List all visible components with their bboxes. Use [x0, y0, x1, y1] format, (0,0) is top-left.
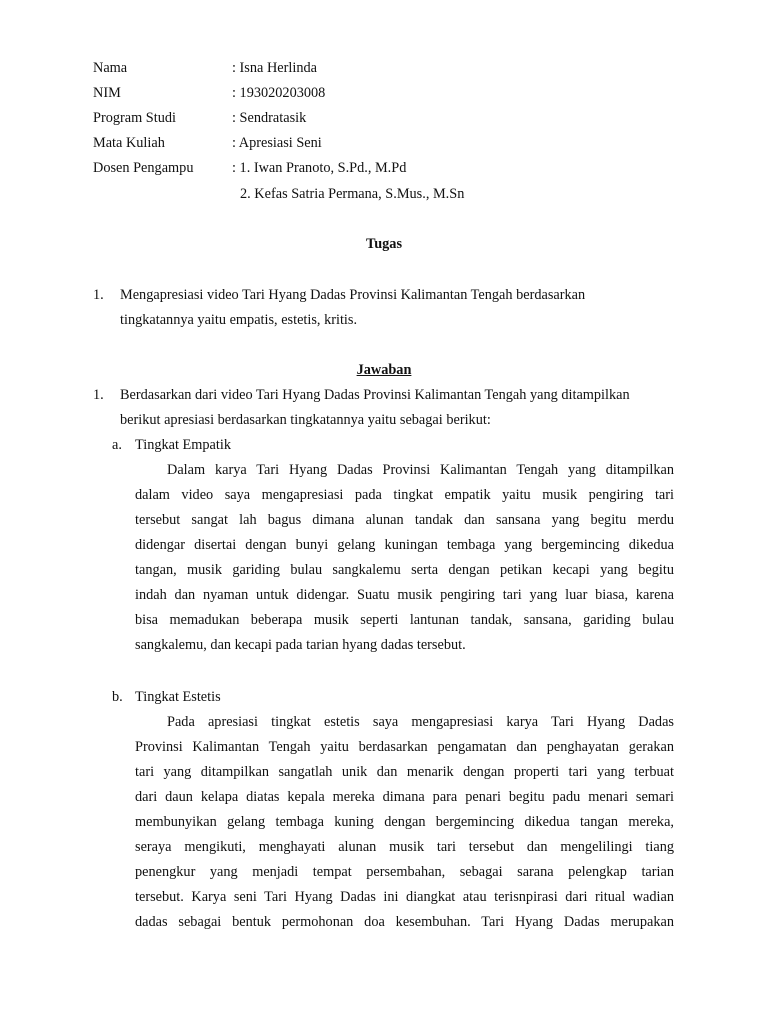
field-value-dosen-pengampu-2: 2. Kefas Satria Permana, S.Mus., M.Sn: [240, 186, 465, 202]
tugas-title: Tugas: [365, 236, 403, 252]
field-value-nama: : Isna Herlinda: [232, 60, 317, 76]
section-heading: Tingkat Estetis: [135, 689, 221, 705]
section-marker: b.: [112, 689, 123, 705]
paragraph-line: indah dan nyaman untuk didengar. Suatu musik pengiring tari yang luar biasa, karena: [135, 587, 674, 603]
jawaban-item-number: 1.: [93, 387, 104, 403]
paragraph-line: tersebut sangat lah bagus dimana alunan tandak dan sansana yang begitu merdu: [135, 512, 674, 528]
jawaban-title-wrap: [0, 362, 768, 379]
paragraph-line: dalam video saya mengapresiasi pada tingkat empatik yaitu musik pengiring tari: [135, 487, 674, 503]
paragraph-line: tari yang ditampilkan sangatlah unik dan menarik dengan properti tari yang terbuat: [135, 764, 674, 780]
paragraph-line: Dalam karya Tari Hyang Dadas Provinsi Kalimantan Tengah yang ditampilkan: [167, 462, 674, 478]
field-value-nim: : 193020203008: [232, 85, 326, 101]
jawaban-title: Jawaban: [356, 362, 412, 378]
field-label-dosen-pengampu: Dosen Pengampu: [93, 160, 194, 176]
field-label-program-studi: Program Studi: [93, 110, 177, 126]
paragraph-line: sangkalemu, dan kecapi pada tarian hyang dadas tersebut.: [135, 637, 466, 653]
tugas-item-line: Mengapresiasi video Tari Hyang Dadas Provinsi Kalimantan Tengah berdasarkan: [120, 287, 586, 303]
paragraph-line: bisa memadukan beberapa musik seperti lantunan tandak, sansana, gariding bulau: [135, 612, 674, 628]
paragraph-line: tangan, musik gariding bulau sangkalemu serta dengan petikan kecapi yang begitu: [135, 562, 674, 578]
paragraph-line: didengar disertai dengan bunyi gelang kuningan tembaga yang bergemincing dikedua: [135, 537, 674, 553]
field-value-program-studi: : Sendratasik: [232, 110, 307, 126]
tugas-item-number: 1.: [93, 287, 104, 303]
section-marker: a.: [112, 437, 122, 453]
field-label-nim: NIM: [93, 85, 121, 101]
tugas-item-line: tingkatannya yaitu empatis, estetis, kritis.: [120, 312, 358, 328]
field-value-mata-kuliah: : Apresiasi Seni: [232, 135, 322, 151]
paragraph-line: seraya mengikuti, menghayati alunan musik tari tersebut dan mengelilingi tiang: [135, 839, 674, 855]
paragraph-line: Pada apresiasi tingkat estetis saya mengapresiasi karya Tari Hyang Dadas: [167, 714, 674, 730]
paragraph-line: membunyikan gelang tembaga kuning dengan bergemincing dikedua tangan mereka,: [135, 814, 674, 830]
paragraph-line: dari daun kelapa diatas kepala mereka dimana para penari begitu padu menari semari: [135, 789, 674, 805]
field-label-mata-kuliah: Mata Kuliah: [93, 135, 165, 151]
paragraph-line: penengkur yang menjadi tempat persembahan, sebagai sarana pelengkap tarian: [135, 864, 674, 880]
paragraph-line: dadas sebagai bentuk permohonan doa kesembuhan. Tari Hyang Dadas merupakan: [135, 914, 674, 930]
field-label-nama: Nama: [93, 60, 128, 76]
section-heading: Tingkat Empatik: [135, 437, 231, 453]
paragraph-line: Provinsi Kalimantan Tengah yaitu berdasarkan pengamatan dan penghayatan gerakan: [135, 739, 674, 755]
jawaban-intro-line: Berdasarkan dari video Tari Hyang Dadas Provinsi Kalimantan Tengah yang ditampilkan: [120, 387, 630, 403]
paragraph-line: tersebut. Karya seni Tari Hyang Dadas ini diangkat atau terisnpirasi dari ritual wadian: [135, 889, 674, 905]
field-value-dosen-pengampu: : 1. Iwan Pranoto, S.Pd., M.Pd: [232, 160, 407, 176]
jawaban-intro-line: berikut apresiasi berdasarkan tingkatannya yaitu sebagai berikut:: [120, 412, 491, 428]
